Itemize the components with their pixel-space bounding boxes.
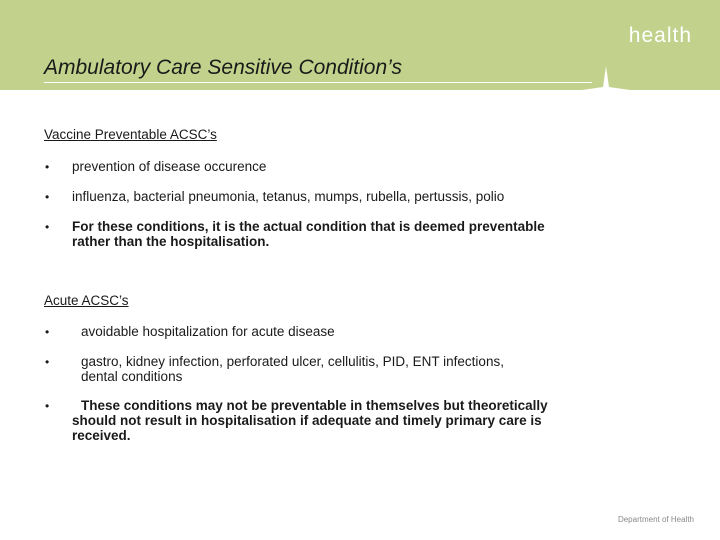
list-item-line: For these conditions, it is the actual condition that is deemed preventable [72,219,545,234]
bullet: • [45,220,50,234]
title-rule [44,82,592,83]
list-item: prevention of disease occurence [72,159,267,174]
brand-logo: health [628,24,692,47]
bullet: • [45,190,50,204]
list-item-line: rather than the hospitalisation. [72,234,270,249]
list-item [72,219,545,249]
list-item: influenza, bacterial pneumonia, tetanus, mumps, rubella, pertussis, polio [72,189,505,204]
list-item-line: dental conditions [81,369,183,384]
bullet: • [45,325,50,339]
list-item-line: gastro, kidney infection, perforated ulcer, cellulitis, PID, ENT infections, [81,354,504,369]
list-item [81,354,504,384]
bullet: • [45,355,50,369]
sparkle-icon [582,66,630,114]
list-item-line: These conditions may not be preventable in themselves but theoretically [81,398,548,413]
section-heading-vaccine: Vaccine Preventable ACSC’s [44,127,217,142]
list-item: avoidable hospitalization for acute disease [81,324,335,339]
bullet: • [45,399,50,413]
list-item [72,398,548,443]
bullet: • [45,160,50,174]
slide-title: Ambulatory Care Sensitive Condition’s [44,56,402,79]
list-item-line: received. [72,428,131,443]
footer-department: Department of Health [617,515,694,524]
list-item-line: should not result in hospitalisation if adequate and timely primary care is [72,413,542,428]
section-heading-acute: Acute ACSC’s [44,293,129,308]
